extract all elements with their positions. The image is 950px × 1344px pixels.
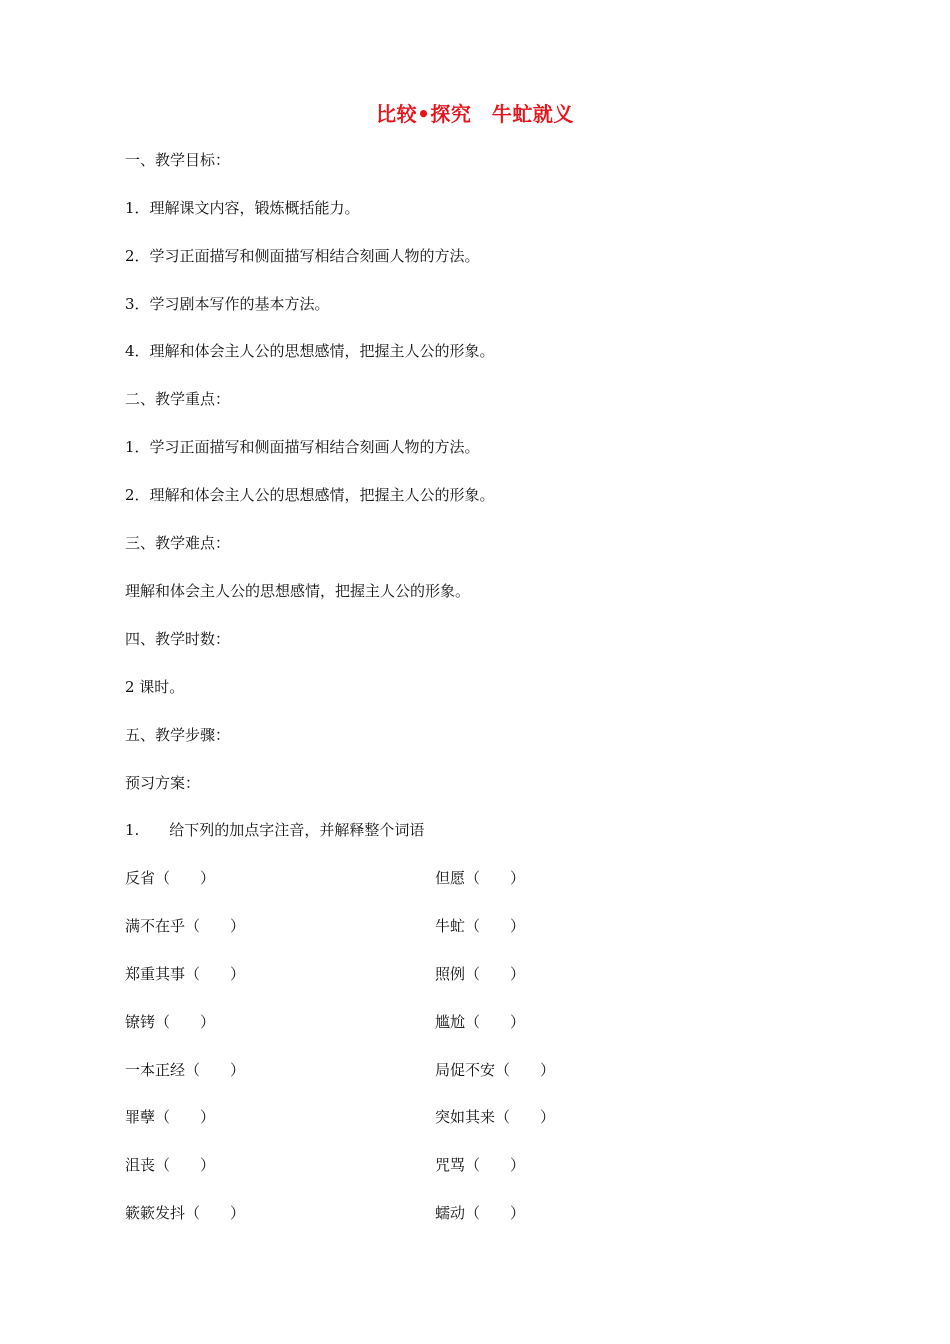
goal-item-1: 1．理解课文内容，锻炼概括能力。: [125, 199, 360, 217]
vocab-item: 郑重其事（ ）: [125, 965, 246, 983]
hours-heading: 四、教学时数：: [125, 630, 231, 648]
key-item-1: 1．学习正面描写和侧面描写相结合刻画人物的方法。: [125, 438, 480, 456]
vocab-item: 一本正经（ ）: [125, 1061, 246, 1079]
vocab-item: 沮丧（ ）: [125, 1156, 216, 1174]
vocab-item: 照例（ ）: [435, 965, 526, 983]
vocab-item: 尴尬（ ）: [435, 1013, 526, 1031]
key-heading: 二、教学重点：: [125, 390, 231, 408]
vocab-item: 反省（ ）: [125, 869, 216, 887]
steps-heading: 五、教学步骤：: [125, 726, 231, 744]
vocab-item: 但愿（ ）: [435, 869, 526, 887]
preview-heading: 预习方案：: [125, 774, 201, 792]
vocab-item: 突如其来（ ）: [435, 1108, 556, 1126]
vocab-item: 满不在乎（ ）: [125, 917, 246, 935]
exercise-instruction: 1. 给下列的加点字注音，并解释整个词语: [125, 821, 425, 839]
vocab-item: 蠕动（ ）: [435, 1204, 526, 1222]
vocab-item: 镣铐（ ）: [125, 1013, 216, 1031]
vocab-item: 局促不安（ ）: [435, 1061, 556, 1079]
vocab-item: 牛虻（ ）: [435, 917, 526, 935]
goal-item-2: 2．学习正面描写和侧面描写相结合刻画人物的方法。: [125, 247, 480, 265]
document-title: 比较•探究 牛虻就义: [376, 102, 574, 126]
goal-item-3: 3．学习剧本写作的基本方法。: [125, 295, 330, 313]
key-item-2: 2．理解和体会主人公的思想感情，把握主人公的形象。: [125, 486, 495, 504]
vocab-item: 簌簌发抖（ ）: [125, 1204, 246, 1222]
vocab-item: 罪孽（ ）: [125, 1108, 216, 1126]
difficulty-heading: 三、教学难点：: [125, 534, 231, 552]
hours-text: 2 课时。: [125, 678, 185, 696]
vocab-item: 咒骂（ ）: [435, 1156, 526, 1174]
goal-item-4: 4．理解和体会主人公的思想感情，把握主人公的形象。: [125, 342, 495, 360]
difficulty-text: 理解和体会主人公的思想感情，把握主人公的形象。: [125, 582, 471, 600]
goals-heading: 一、教学目标：: [125, 151, 231, 169]
